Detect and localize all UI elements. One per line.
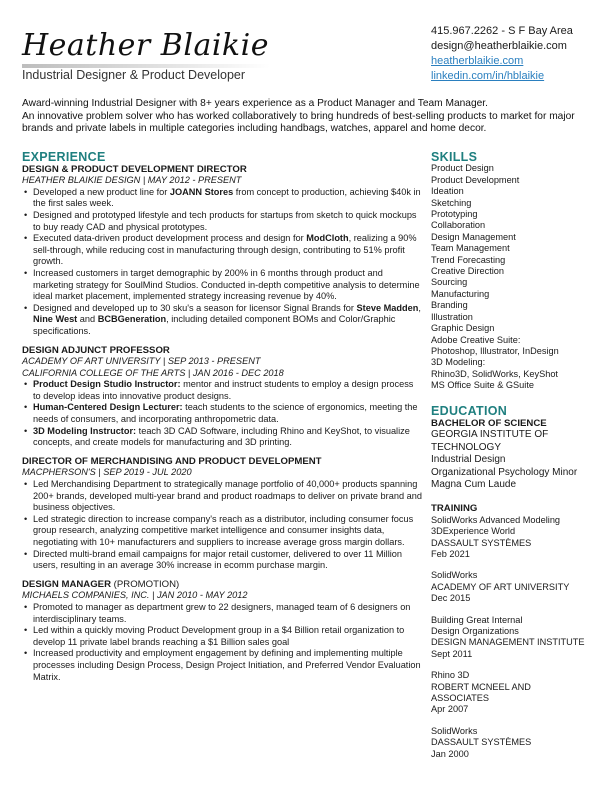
list-item: • Led strategic direction to increase company's reach as a distributor, including consumer focus group research, analyzing competitive market intelligence and consumer insights data, negotiating with 10+ manufacturers and suppliers to increase average gross margin dollars. [22,514,422,549]
job-title: DESIGN MANAGER (PROMOTION) [22,578,180,590]
skill-item: Product Development [431,174,520,185]
list-item: • Promoted to manager as department grew to 22 designers, managed team of 6 designers on interdisciplinary teams. [22,602,422,625]
job-bullets [22,187,422,338]
skill-item: Trend Forecasting [431,254,506,265]
education-line: Organizational Psychology Minor [431,466,578,478]
skill-item: Product Design [431,163,494,174]
skills-heading: SKILLS [431,150,478,164]
job-bullets [22,379,422,449]
training-entry: Rhino 3D ROBERT MCNEEL AND ASSOCIATES Apr 2007 [431,670,531,715]
list-item: • Human-Centered Design Lecturer: teach students to the science of ergonomics, meeting the needs of consumers, and incorporating anthropometric data. [22,402,422,425]
education-line: Magna Cum Laude [431,478,517,490]
resume-name: Heather Blaikie [22,28,269,63]
list-item: • Designed and prototyped lifestyle and tech products for startups from sketch to quick mockups to buy ready CAD and physical prototypes. [22,210,422,233]
skill-item: 3D Modeling: [431,357,486,368]
training-entry: SolidWorks ACADEMY OF ART UNIVERSITY Dec 2015 [431,570,570,604]
training-entry: SolidWorks Advanced Modeling 3DExperience World DASSAULT SYSTÈMES Feb 2021 [431,514,561,559]
job-title: DIRECTOR OF MERCHANDISING AND PRODUCT DEVELOPMENT [22,455,322,467]
skill-item: Ideation [431,186,464,197]
skill-item: Team Management [431,243,510,254]
skill-item: Design Management [431,231,516,242]
job-organization: MICHAELS COMPANIES, INC. | JAN 2010 - MAY 2012 [22,590,248,601]
job-entry [22,164,422,338]
education-heading: EDUCATION [431,403,508,418]
list-item: • Increased productivity and employment engagement by defining and implementing multiple processes including Design Process, Design Project Initiation, and Preferred Vendor Evaluation Matrix. [22,648,422,683]
skill-item: Sketching [431,197,472,208]
skill-item: Branding [431,300,468,311]
experience-heading: EXPERIENCE [22,150,106,164]
skill-item: MS Office Suite & GSuite [431,380,534,391]
list-item: • Designed and developed up to 30 sku's a season for licensor Signal Brands for Steve Madden, Nine West and BCBGeneration, including detailed component BOMs and Color/Graphic specifications. [22,303,422,338]
contact-phone-location: 415.967.2262 - S F Bay Area [431,25,573,37]
job-organization: ACADEMY OF ART UNIVERSITY | SEP 2013 - PRESENT [22,356,261,367]
list-item: • Increased customers in target demographic by 200% in 6 months through product and marketing strategy for SoulMind Studios. Conducted in-depth competitive analysis to determine ideal market placement, implemented strategy increasing revenue by 40%. [22,268,422,303]
resume-subtitle: Industrial Designer & Product Developer [22,68,246,82]
list-item: • Directed multi-brand email campaigns for major retail customer, delivered to over 11 Million users, resulting in an average 30% increase in ecomm purchase margin. [22,549,422,572]
education-degree: BACHELOR OF SCIENCE [431,417,547,429]
training-heading: TRAINING [431,503,478,515]
training-entry: SolidWorks DASSAULT SYSTÈMES Jan 2000 [431,725,532,759]
skill-item: Collaboration [431,220,486,231]
sidebar-column [431,152,603,770]
education-line: TECHNOLOGY [431,441,502,453]
skill-item: Manufacturing [431,288,490,299]
skill-item: Illustration [431,311,473,322]
website-link[interactable]: heatherblaikie.com [431,55,524,67]
training-entry: Building Great Internal Design Organizations DESIGN MANAGEMENT INSTITUTE Sept 2011 [431,614,585,659]
job-entry [22,345,422,449]
skill-item: Photoshop, Illustrator, InDesign [431,345,559,356]
skills-list [431,163,603,391]
job-entry [22,456,422,572]
skill-item: Graphic Design [431,323,495,334]
list-item: • Developed a new product line for JOANN Stores from concept to production, achieving $40k in the first sales week. [22,187,422,210]
list-item: • Product Design Studio Instructor: mentor and instruct students to employ a design process to develop ideas into innovative product designs. [22,379,422,402]
contact-email: design@heatherblaikie.com [431,40,567,52]
linkedin-link[interactable]: linkedin.com/in/hblaikie [431,70,545,82]
skill-item: Adobe Creative Suite: [431,334,521,345]
list-item: • 3D Modeling Instructor: teach 3D CAD Software, including Rhino and KeyShot, to visualize concepts, and create models for manufacturing and 3D printing. [22,426,422,449]
experience-section [22,152,422,690]
job-organization: MACPHERSON'S | SEP 2019 - JUL 2020 [22,467,192,478]
job-organization: CALIFORNIA COLLEGE OF THE ARTS | JAN 2016 - DEC 2018 [22,367,284,378]
summary [22,98,592,136]
list-item: • Led Merchandising Department to strategically manage portfolio of 40,000+ products spanning 200+ brands, developed multi-year brand and product roadmaps to deliver on private brand and business objectives. [22,479,422,514]
job-entry [22,579,422,683]
contact-block [431,24,573,84]
education-line: Industrial Design [431,454,506,466]
list-item: • Executed data-driven product development process and design for ModCloth, realizing a 90% sell-through, while reducing cost in manufacturing through design, contributing to 51% profit growth. [22,233,422,268]
list-item: • Led within a quickly moving Product Development group in a $4 Billion retail organization to develop 11 private label brands reaching a $1 Billion sales goal [22,625,422,648]
education-line: GEORGIA INSTITUTE OF [431,429,549,441]
skill-item: Prototyping [431,209,478,220]
skill-item: Rhino3D, SolidWorks, KeyShot [431,368,558,379]
job-bullets [22,602,422,683]
summary-line-1: Award-winning Industrial Designer with 8+ years experience as a Product Manager and Team Manager. [22,98,488,109]
summary-line-2: An innovative problem solver who has worked collaboratively to bring hundreds of best-selling products to market for major brands and private labels in multiple categories including handbags, watches, apparel and home decor. [22,110,575,134]
job-title: DESIGN ADJUNCT PROFESSOR [22,344,170,356]
skill-item: Sourcing [431,277,468,288]
skill-item: Creative Direction [431,266,505,277]
job-title: DESIGN & PRODUCT DEVELOPMENT DIRECTOR [22,163,247,175]
job-organization: HEATHER BLAIKIE DESIGN | MAY 2012 - PRESENT [22,175,242,186]
job-bullets [22,479,422,572]
